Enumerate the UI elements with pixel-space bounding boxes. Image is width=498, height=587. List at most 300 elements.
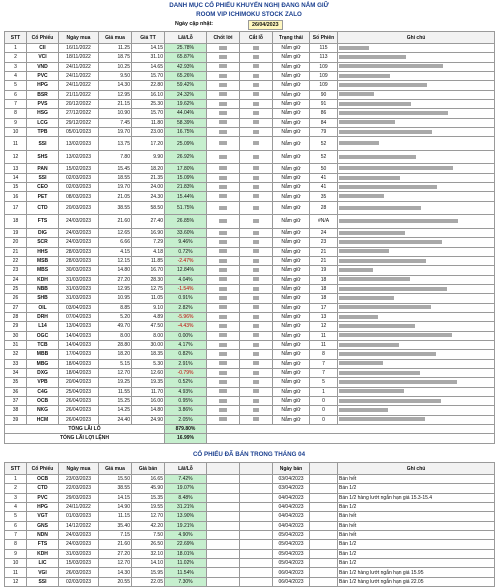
table-cell[interactable]: 58.50	[132, 201, 165, 215]
table-cell[interactable]: 14.65	[132, 62, 165, 71]
table-cell[interactable]	[240, 118, 273, 127]
table-cell[interactable]: Bán hết	[338, 512, 495, 521]
table-cell[interactable]: 24.32%	[165, 90, 207, 99]
table-cell[interactable]: 13/02/2023	[59, 150, 99, 164]
table-cell[interactable]: 8.00	[132, 331, 165, 340]
table-cell[interactable]	[207, 284, 240, 293]
table-cell[interactable]: 9.90	[132, 150, 165, 164]
table-cell[interactable]: 24/11/2022	[59, 62, 99, 71]
table-cell[interactable]	[207, 238, 240, 247]
table-cell[interactable]: 7.45	[99, 118, 132, 127]
table-cell[interactable]: PET	[27, 192, 59, 201]
column-header[interactable]: Ghi chú	[338, 463, 495, 475]
table-cell[interactable]: Nắm giữ	[273, 100, 310, 109]
table-cell[interactable]: 18.75	[99, 53, 132, 62]
table-cell[interactable]: SHS	[27, 150, 59, 164]
table-cell[interactable]: 30.00	[132, 340, 165, 349]
table-cell[interactable]: 9.10	[132, 303, 165, 312]
table-cell[interactable]: 19.70	[99, 128, 132, 137]
table-cell[interactable]: 27	[5, 303, 27, 312]
column-header[interactable]: Ngày mua	[59, 463, 99, 475]
table-cell[interactable]: 16.70	[132, 266, 165, 275]
table-cell[interactable]	[207, 247, 240, 256]
table-cell[interactable]: 86	[310, 109, 338, 118]
table-cell[interactable]: 12.75	[132, 284, 165, 293]
table-cell[interactable]: NKG	[27, 406, 59, 415]
table-row[interactable]	[5, 90, 495, 99]
table-row[interactable]	[5, 173, 495, 182]
table-row[interactable]	[5, 275, 495, 284]
table-row[interactable]	[5, 238, 495, 247]
table-cell[interactable]: 50	[310, 164, 338, 173]
table-row[interactable]	[5, 150, 495, 164]
table-cell[interactable]: 20/12/2022	[59, 100, 99, 109]
table-cell[interactable]: 19.62%	[165, 100, 207, 109]
table-cell[interactable]: 23	[310, 238, 338, 247]
table-cell[interactable]: 11.15	[99, 512, 132, 521]
table-cell[interactable]: 0.72%	[165, 247, 207, 256]
table-cell[interactable]: SHB	[27, 294, 59, 303]
table-cell[interactable]: 16.75%	[165, 128, 207, 137]
table-cell[interactable]: Nắm giữ	[273, 322, 310, 331]
table-cell[interactable]: 4.17%	[165, 340, 207, 349]
table-cell[interactable]	[240, 183, 273, 192]
table-row[interactable]	[5, 284, 495, 293]
table-cell[interactable]: 58.39%	[165, 118, 207, 127]
column-header[interactable]: Trạng thái	[273, 32, 310, 44]
table-row[interactable]	[5, 387, 495, 396]
table-cell[interactable]	[338, 118, 495, 127]
table-cell[interactable]: 21.83%	[165, 183, 207, 192]
table-cell[interactable]: Bán 1/2	[338, 540, 495, 549]
table-cell[interactable]: 32	[5, 350, 27, 359]
table-cell[interactable]: 19.25	[99, 378, 132, 387]
table-cell[interactable]	[207, 540, 240, 549]
table-cell[interactable]: 8	[5, 540, 27, 549]
table-cell[interactable]	[338, 53, 495, 62]
table-cell[interactable]: 14.15	[132, 44, 165, 53]
table-row[interactable]	[5, 228, 495, 237]
table-cell[interactable]	[338, 44, 495, 53]
table-cell[interactable]: 3	[5, 62, 27, 71]
column-header[interactable]: Ngày bán	[273, 463, 310, 475]
table-row[interactable]	[5, 512, 495, 521]
table-cell[interactable]	[310, 521, 338, 530]
table-cell[interactable]: 28	[310, 201, 338, 215]
table-cell[interactable]: #N/A	[310, 215, 338, 229]
table-cell[interactable]: 42.20	[132, 521, 165, 530]
table-cell[interactable]: 27/12/2022	[59, 109, 99, 118]
table-cell[interactable]: 23.00	[132, 128, 165, 137]
table-cell[interactable]: 2	[5, 484, 27, 493]
table-cell[interactable]	[310, 484, 338, 493]
table-cell[interactable]: 07/04/2023	[59, 312, 99, 321]
table-cell[interactable]	[240, 359, 273, 368]
table-cell[interactable]: 03/04/2023	[273, 475, 310, 484]
table-cell[interactable]	[338, 192, 495, 201]
table-cell[interactable]: 27.20	[99, 275, 132, 284]
table-row[interactable]	[5, 340, 495, 349]
table-cell[interactable]	[338, 406, 495, 415]
table-cell[interactable]: 31/03/2023	[59, 294, 99, 303]
table-cell[interactable]: Nắm giữ	[273, 44, 310, 53]
table-cell[interactable]: DRH	[27, 312, 59, 321]
table-row[interactable]	[5, 368, 495, 377]
table-cell[interactable]	[207, 378, 240, 387]
table-cell[interactable]: 31.21%	[165, 503, 207, 512]
table-cell[interactable]: 1	[5, 475, 27, 484]
table-cell[interactable]: 11.55	[99, 387, 132, 396]
table-row[interactable]	[5, 549, 495, 558]
table-cell[interactable]: CTD	[27, 201, 59, 215]
table-cell[interactable]: 2.05%	[165, 415, 207, 424]
table-cell[interactable]: 21	[5, 247, 27, 256]
table-cell[interactable]: 21.60	[99, 540, 132, 549]
table-cell[interactable]	[207, 62, 240, 71]
table-cell[interactable]	[207, 109, 240, 118]
table-cell[interactable]	[240, 568, 273, 577]
table-cell[interactable]: CEO	[27, 183, 59, 192]
table-cell[interactable]: 24/11/2022	[59, 81, 99, 90]
table-cell[interactable]: Nắm giữ	[273, 90, 310, 99]
table-cell[interactable]: 11.80	[132, 118, 165, 127]
table-cell[interactable]	[240, 475, 273, 484]
table-cell[interactable]: Nắm giữ	[273, 397, 310, 406]
table-cell[interactable]: 49.70	[99, 322, 132, 331]
table-cell[interactable]: 18/04/2023	[59, 368, 99, 377]
table-cell[interactable]: SCR	[27, 238, 59, 247]
table-cell[interactable]: 7	[5, 531, 27, 540]
table-cell[interactable]	[338, 415, 495, 424]
table-cell[interactable]	[207, 359, 240, 368]
table-cell[interactable]: 4.04%	[165, 275, 207, 284]
table-cell[interactable]: HSG	[27, 109, 59, 118]
table-cell[interactable]: Nắm giữ	[273, 137, 310, 151]
table-cell[interactable]: OCB	[27, 397, 59, 406]
table-cell[interactable]: 01/03/2023	[59, 512, 99, 521]
table-cell[interactable]: 14.25	[99, 406, 132, 415]
table-cell[interactable]: VGI	[27, 568, 59, 577]
table-cell[interactable]: 9	[5, 118, 27, 127]
table-cell[interactable]: 28	[5, 312, 27, 321]
table-cell[interactable]: 24.30	[132, 192, 165, 201]
table-cell[interactable]	[240, 256, 273, 265]
table-cell[interactable]	[338, 164, 495, 173]
table-cell[interactable]	[240, 331, 273, 340]
table-cell[interactable]	[338, 72, 495, 81]
table-cell[interactable]: 19.07%	[165, 484, 207, 493]
table-cell[interactable]	[310, 531, 338, 540]
table-row[interactable]	[5, 521, 495, 530]
table-cell[interactable]: 22.69%	[165, 540, 207, 549]
table-cell[interactable]: Nắm giữ	[273, 406, 310, 415]
table-cell[interactable]	[207, 100, 240, 109]
table-cell[interactable]: 45.90	[132, 484, 165, 493]
table-cell[interactable]: VGT	[27, 512, 59, 521]
table-cell[interactable]: Nắm giữ	[273, 359, 310, 368]
table-row[interactable]	[5, 183, 495, 192]
table-cell[interactable]: 24.40	[99, 415, 132, 424]
column-header[interactable]: Ngày mua	[59, 32, 99, 44]
table-cell[interactable]: 0.00%	[165, 331, 207, 340]
table-cell[interactable]: 17/04/2023	[59, 350, 99, 359]
table-row[interactable]	[5, 62, 495, 71]
table-cell[interactable]	[240, 284, 273, 293]
table-cell[interactable]	[240, 128, 273, 137]
table-cell[interactable]: 11.54%	[165, 568, 207, 577]
table-cell[interactable]: 3	[5, 493, 27, 502]
table-cell[interactable]: 18	[310, 284, 338, 293]
table-cell[interactable]: Nắm giữ	[273, 378, 310, 387]
table-cell[interactable]: 38.55	[99, 484, 132, 493]
table-row[interactable]	[5, 118, 495, 127]
table-cell[interactable]	[338, 312, 495, 321]
table-cell[interactable]: 29/12/2022	[59, 118, 99, 127]
table-cell[interactable]: 3.86%	[165, 406, 207, 415]
table-cell[interactable]: CII	[27, 44, 59, 53]
table-cell[interactable]: 31/03/2023	[59, 549, 99, 558]
table-cell[interactable]: 17	[310, 303, 338, 312]
column-header[interactable]: STT	[5, 32, 27, 44]
table-cell[interactable]: Nắm giữ	[273, 201, 310, 215]
table-cell[interactable]: 15.25	[99, 397, 132, 406]
table-cell[interactable]	[240, 559, 273, 568]
table-cell[interactable]	[207, 415, 240, 424]
table-cell[interactable]: 12.84%	[165, 266, 207, 275]
table-cell[interactable]: PVS	[27, 100, 59, 109]
table-row[interactable]	[5, 503, 495, 512]
table-cell[interactable]: Bán hết	[338, 531, 495, 540]
table-cell[interactable]: Bán 1/2 hàng lướt ngắn hạn giá 15.95	[338, 568, 495, 577]
table-row[interactable]	[5, 100, 495, 109]
table-cell[interactable]: 18.20	[132, 164, 165, 173]
table-cell[interactable]	[240, 484, 273, 493]
table-cell[interactable]: 14.30	[99, 81, 132, 90]
table-cell[interactable]: 5	[5, 512, 27, 521]
table-cell[interactable]: Bán 1/2	[338, 503, 495, 512]
table-cell[interactable]	[207, 256, 240, 265]
table-cell[interactable]	[240, 312, 273, 321]
table-cell[interactable]	[207, 192, 240, 201]
table-cell[interactable]	[240, 173, 273, 182]
table-cell[interactable]	[338, 340, 495, 349]
table-cell[interactable]: NBB	[27, 284, 59, 293]
table-cell[interactable]: L14	[27, 322, 59, 331]
table-cell[interactable]: 13.90%	[165, 512, 207, 521]
table-cell[interactable]: 24/03/2023	[59, 238, 99, 247]
table-cell[interactable]: 12.70	[99, 559, 132, 568]
table-cell[interactable]	[240, 192, 273, 201]
table-cell[interactable]: 7.50	[132, 531, 165, 540]
table-cell[interactable]: HPG	[27, 81, 59, 90]
table-cell[interactable]: 36	[5, 387, 27, 396]
table-cell[interactable]	[310, 559, 338, 568]
table-cell[interactable]	[207, 303, 240, 312]
column-header[interactable]: Chốt lời	[207, 32, 240, 44]
table-cell[interactable]: 52	[310, 150, 338, 164]
table-cell[interactable]	[338, 81, 495, 90]
table-cell[interactable]: 52	[310, 137, 338, 151]
table-cell[interactable]: Nắm giữ	[273, 340, 310, 349]
table-cell[interactable]: 05/01/2023	[59, 128, 99, 137]
table-cell[interactable]: 04/04/2023	[273, 503, 310, 512]
table-cell[interactable]: Nắm giữ	[273, 275, 310, 284]
table-cell[interactable]: 14.80	[99, 266, 132, 275]
table-cell[interactable]: 06/04/2023	[273, 577, 310, 586]
table-cell[interactable]	[310, 577, 338, 586]
table-cell[interactable]: 15/03/2023	[59, 559, 99, 568]
table-cell[interactable]	[207, 559, 240, 568]
table-cell[interactable]: 02/03/2023	[59, 183, 99, 192]
table-cell[interactable]: 65.26%	[165, 72, 207, 81]
table-cell[interactable]: 0.91%	[165, 294, 207, 303]
table-cell[interactable]	[338, 100, 495, 109]
table-cell[interactable]: 22/03/2023	[59, 484, 99, 493]
table-cell[interactable]: 29	[5, 322, 27, 331]
table-cell[interactable]	[207, 340, 240, 349]
table-row[interactable]	[5, 350, 495, 359]
table-cell[interactable]: DXG	[27, 368, 59, 377]
table-cell[interactable]: 0.95%	[165, 397, 207, 406]
table-cell[interactable]	[338, 150, 495, 164]
table-row[interactable]	[5, 397, 495, 406]
table-cell[interactable]	[240, 493, 273, 502]
table-cell[interactable]: 24/03/2023	[59, 215, 99, 229]
table-cell[interactable]	[338, 201, 495, 215]
column-header[interactable]: Cổ Phiếu	[27, 463, 59, 475]
table-cell[interactable]: LCG	[27, 118, 59, 127]
table-cell[interactable]: 25	[5, 284, 27, 293]
table-cell[interactable]: 19	[310, 266, 338, 275]
table-cell[interactable]: 15/02/2023	[59, 164, 99, 173]
table-cell[interactable]: 12.70	[132, 512, 165, 521]
table-cell[interactable]: 5	[310, 378, 338, 387]
table-cell[interactable]: 33.60%	[165, 228, 207, 237]
table-cell[interactable]: VND	[27, 62, 59, 71]
table-cell[interactable]	[338, 128, 495, 137]
table-row[interactable]	[5, 312, 495, 321]
table-cell[interactable]: 26.85%	[165, 215, 207, 229]
table-cell[interactable]: 03/04/2023	[273, 484, 310, 493]
table-row[interactable]	[5, 322, 495, 331]
table-cell[interactable]: 6	[5, 521, 27, 530]
table-cell[interactable]: 8.48%	[165, 493, 207, 502]
table-cell[interactable]	[310, 493, 338, 502]
table-cell[interactable]: 11.25	[99, 44, 132, 53]
table-cell[interactable]	[240, 549, 273, 558]
table-cell[interactable]	[240, 215, 273, 229]
table-cell[interactable]: PVC	[27, 72, 59, 81]
table-cell[interactable]	[240, 247, 273, 256]
table-cell[interactable]: 8.00	[99, 331, 132, 340]
table-cell[interactable]: KDH	[27, 275, 59, 284]
table-cell[interactable]: -2.47%	[165, 256, 207, 265]
table-cell[interactable]	[338, 90, 495, 99]
table-cell[interactable]: Bán 1/2	[338, 549, 495, 558]
table-cell[interactable]: MSB	[27, 256, 59, 265]
table-cell[interactable]	[207, 201, 240, 215]
table-cell[interactable]	[338, 359, 495, 368]
table-cell[interactable]: 19.35	[132, 378, 165, 387]
table-cell[interactable]: 20/03/2023	[59, 201, 99, 215]
table-row[interactable]	[5, 128, 495, 137]
table-cell[interactable]: 27.40	[132, 215, 165, 229]
table-row[interactable]	[5, 303, 495, 312]
table-cell[interactable]: 18	[310, 294, 338, 303]
table-cell[interactable]	[240, 368, 273, 377]
table-cell[interactable]: Bán 1/2	[338, 484, 495, 493]
table-row[interactable]	[5, 53, 495, 62]
table-cell[interactable]: 7	[5, 100, 27, 109]
table-cell[interactable]	[240, 512, 273, 521]
table-cell[interactable]: 22	[5, 256, 27, 265]
table-cell[interactable]: 15.09%	[165, 173, 207, 182]
table-cell[interactable]: Nắm giữ	[273, 81, 310, 90]
table-cell[interactable]: 30	[5, 331, 27, 340]
table-row[interactable]	[5, 247, 495, 256]
table-cell[interactable]	[310, 475, 338, 484]
table-cell[interactable]	[310, 568, 338, 577]
table-cell[interactable]: 109	[310, 62, 338, 71]
table-cell[interactable]: 29/03/2023	[59, 493, 99, 502]
table-cell[interactable]	[240, 44, 273, 53]
table-cell[interactable]: 13	[5, 164, 27, 173]
table-cell[interactable]	[207, 368, 240, 377]
table-cell[interactable]: 26.50	[132, 540, 165, 549]
table-row[interactable]	[5, 484, 495, 493]
table-cell[interactable]: 11	[310, 340, 338, 349]
table-row[interactable]	[5, 81, 495, 90]
table-cell[interactable]: Nắm giữ	[273, 368, 310, 377]
table-cell[interactable]	[240, 53, 273, 62]
table-row[interactable]	[5, 475, 495, 484]
table-cell[interactable]	[207, 266, 240, 275]
table-cell[interactable]	[207, 137, 240, 151]
table-cell[interactable]: VCI	[27, 53, 59, 62]
table-cell[interactable]	[240, 62, 273, 71]
table-cell[interactable]: 31	[5, 340, 27, 349]
table-cell[interactable]	[338, 247, 495, 256]
table-cell[interactable]	[207, 512, 240, 521]
table-cell[interactable]: 16/11/2022	[59, 44, 99, 53]
table-cell[interactable]	[207, 150, 240, 164]
table-cell[interactable]: 28/03/2023	[59, 256, 99, 265]
table-row[interactable]	[5, 577, 495, 586]
table-cell[interactable]: DIG	[27, 228, 59, 237]
table-cell[interactable]: 26	[5, 294, 27, 303]
table-cell[interactable]	[338, 109, 495, 118]
table-cell[interactable]: 9.50	[99, 72, 132, 81]
table-cell[interactable]: 12.15	[99, 256, 132, 265]
table-cell[interactable]: 33	[5, 359, 27, 368]
table-cell[interactable]: 08/03/2023	[59, 192, 99, 201]
table-cell[interactable]: 12	[310, 322, 338, 331]
table-cell[interactable]: OGC	[27, 331, 59, 340]
table-row[interactable]	[5, 540, 495, 549]
table-cell[interactable]: 14.30	[99, 568, 132, 577]
table-cell[interactable]	[240, 294, 273, 303]
table-cell[interactable]: 12	[5, 150, 27, 164]
table-cell[interactable]: HCM	[27, 415, 59, 424]
table-cell[interactable]: 39	[5, 415, 27, 424]
table-cell[interactable]: C4G	[27, 387, 59, 396]
table-cell[interactable]	[207, 521, 240, 530]
table-cell[interactable]: 26/04/2023	[59, 397, 99, 406]
table-cell[interactable]: VPB	[27, 378, 59, 387]
table-cell[interactable]: 11.70	[132, 387, 165, 396]
table-cell[interactable]: 4.18	[132, 247, 165, 256]
table-cell[interactable]: 84	[310, 118, 338, 127]
